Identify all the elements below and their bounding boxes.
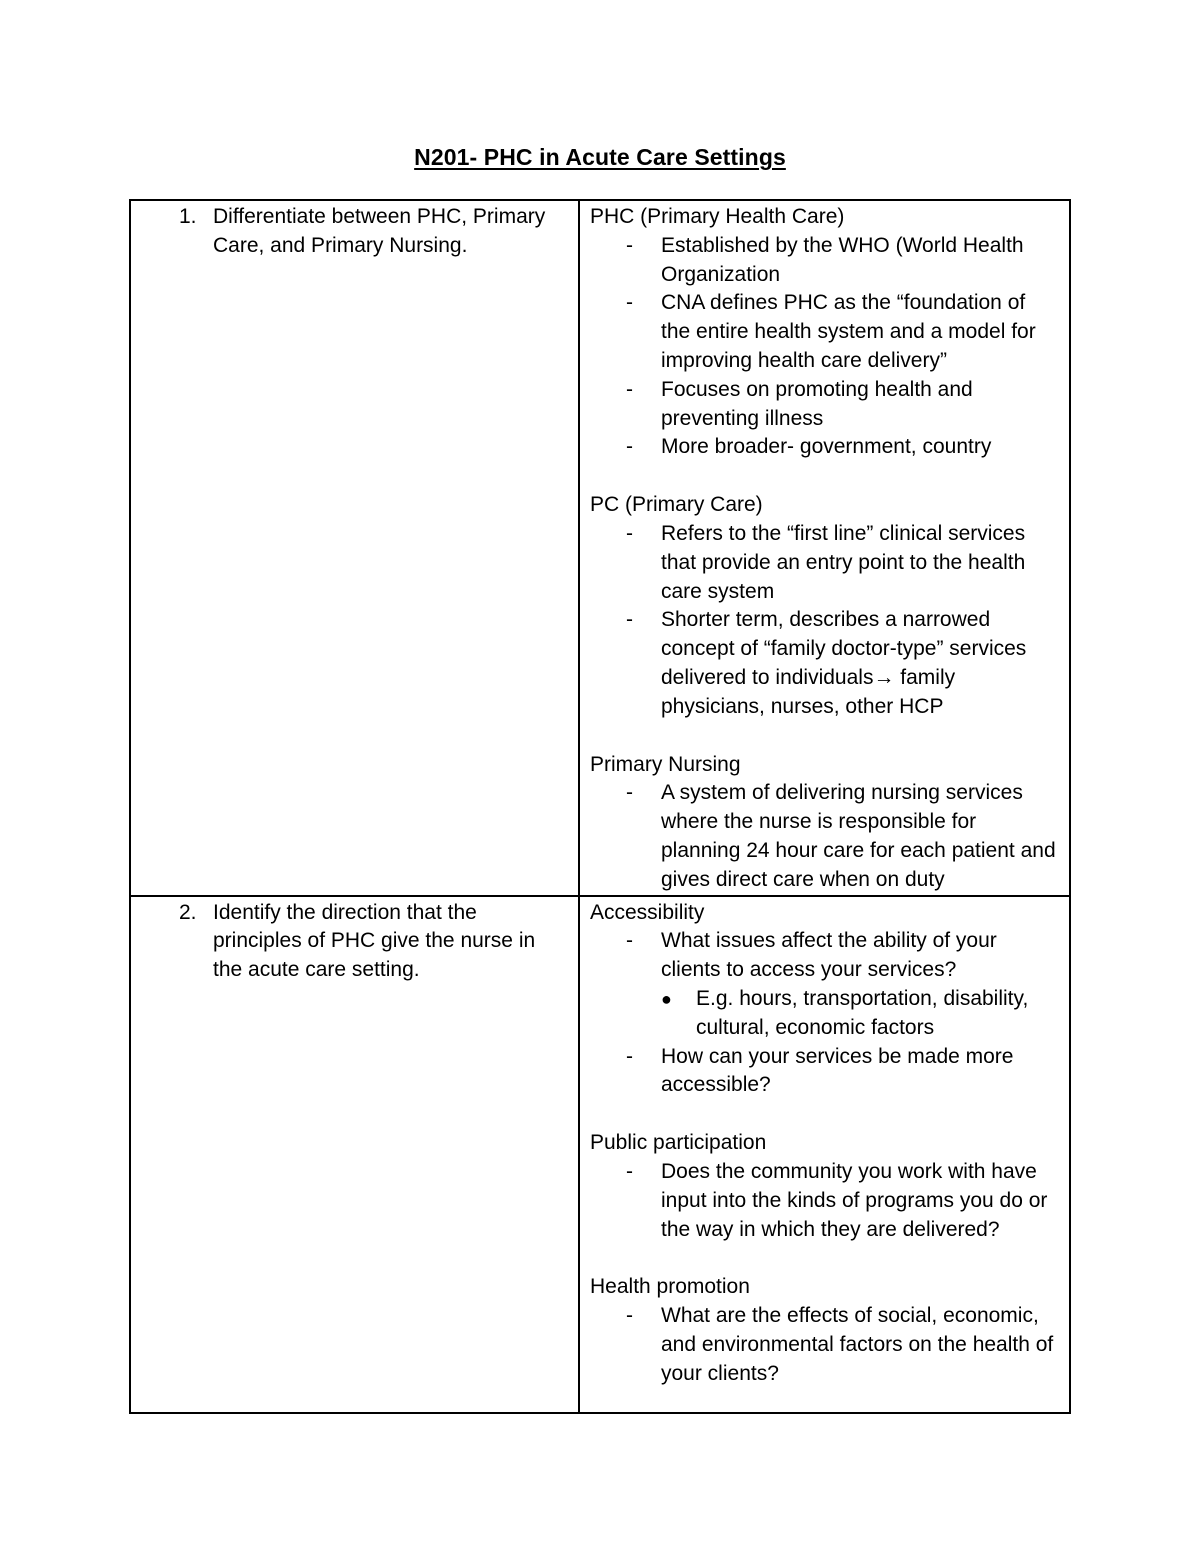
dash-list (590, 1158, 1059, 1244)
dash-marker: - (626, 291, 633, 315)
list-item (590, 289, 1059, 375)
answer-section-pc (590, 491, 1059, 721)
dash-list (590, 927, 1059, 1100)
dash-marker: - (626, 781, 633, 805)
section-heading: PHC (Primary Health Care) (590, 205, 845, 228)
dash-marker: - (626, 608, 633, 632)
answer-section-accessibility (590, 899, 1059, 1101)
answer-section-public-participation (590, 1129, 1059, 1244)
list-item-text: CNA defines PHC as the “foundation of the entire health system and a model for improving health care delivery” (661, 291, 1036, 372)
question-item (141, 899, 568, 985)
list-item (590, 433, 1059, 462)
list-item (590, 927, 1059, 1042)
list-item-text: What issues affect the ability of your clients to access your services? (661, 929, 997, 982)
document-title: N201- PHC in Acute Care Settings (414, 144, 786, 170)
dash-list (590, 520, 1059, 722)
question-number: 1. (179, 205, 197, 228)
question-text: Identify the direction that the principles of PHC give the nurse in the acute care setting. (213, 900, 536, 982)
list-item (590, 232, 1059, 290)
answer-cell (579, 200, 1070, 896)
list-item (590, 520, 1059, 606)
table-row (130, 896, 1070, 1413)
section-heading: Public participation (590, 1131, 767, 1155)
table-row (130, 200, 1070, 896)
list-item (590, 779, 1059, 894)
dash-list (590, 779, 1059, 894)
list-item-text: Focuses on promoting health and preventing illness (661, 377, 973, 430)
dash-list (590, 1302, 1059, 1388)
dash-marker: - (626, 1044, 633, 1068)
list-item-text: Does the community you work with have input into the kinds of programs you do or the way in which they are delivered? (661, 1159, 1048, 1241)
list-item (590, 606, 1059, 721)
list-item (590, 1302, 1059, 1388)
list-item-text: Established by the WHO (World Health Organization (661, 233, 1024, 286)
question-text: Differentiate between PHC, Primary Care, and Primary Nursing. (213, 205, 546, 257)
list-item (590, 376, 1059, 434)
dash-marker: - (626, 929, 633, 953)
list-item-body (661, 927, 1059, 1042)
dash-marker: - (626, 233, 633, 257)
section-heading: Accessibility (590, 900, 705, 924)
section-heading: PC (Primary Care) (590, 493, 763, 517)
dash-marker: - (626, 1304, 633, 1328)
question-answer-table (129, 199, 1071, 1414)
list-item (590, 1158, 1059, 1244)
answer-section-primary-nursing (590, 751, 1059, 895)
section-heading: Health promotion (590, 1275, 750, 1299)
sub-list-item-text: E.g. hours, transportation, disability, cultural, economic factors (696, 986, 1029, 1039)
list-item-text: How can your services be made more accessible? (661, 1044, 1014, 1097)
question-cell (130, 896, 579, 1413)
list-item-text: A system of delivering nursing services where the nurse is responsible for planning 24 hour care for each patient and gives direct care when on duty (661, 781, 1056, 891)
list-item-text: Shorter term, describes a narrowed concept of “family doctor-type” services delivered to individuals→ family physicians, nurses, other HCP (661, 608, 1027, 718)
question-number: 2. (179, 900, 197, 924)
answer-cell (579, 896, 1070, 1413)
list-item-text: What are the effects of social, economic, and environmental factors on the health of your clients? (661, 1304, 1054, 1385)
answer-section-health-promotion (590, 1273, 1059, 1388)
dash-marker: - (626, 1159, 633, 1183)
answer-section-phc (590, 203, 1059, 462)
sub-list (661, 985, 1059, 1043)
question-item (141, 203, 568, 261)
list-item (590, 1043, 1059, 1101)
question-cell (130, 200, 579, 896)
bullet-icon: ● (661, 988, 672, 1009)
dash-marker: - (626, 521, 633, 545)
section-heading: Primary Nursing (590, 752, 741, 776)
dash-marker: - (626, 435, 633, 459)
list-item-text: Refers to the “first line” clinical services that provide an entry point to the health care system (661, 521, 1026, 603)
list-item-text: More broader- government, country (661, 435, 992, 459)
dash-list (590, 232, 1059, 462)
sub-list-item (661, 985, 1059, 1043)
dash-marker: - (626, 377, 633, 401)
